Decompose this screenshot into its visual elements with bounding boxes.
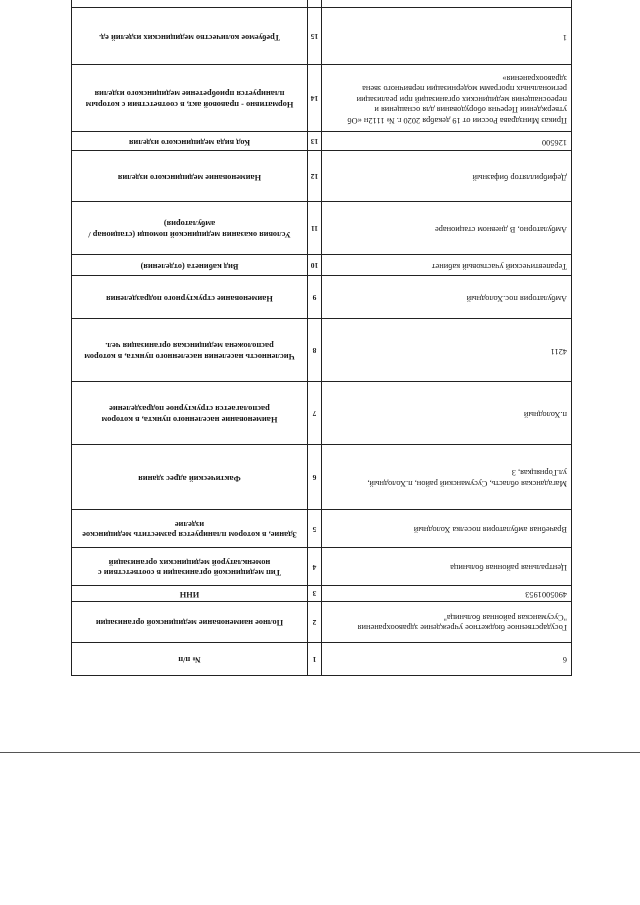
- row-value: 1: [322, 8, 572, 65]
- row-number: 10: [308, 255, 322, 276]
- table-row: [72, 151, 572, 202]
- row-value: [322, 0, 572, 8]
- row-label: ИНН: [72, 586, 308, 602]
- row-value: Врачебная амбулатория поселка Холодный: [322, 510, 572, 548]
- row-label: Наименование структурного подразделения: [72, 276, 308, 319]
- row-label: Требуемое количество медицинских изделий ед.: [72, 8, 308, 65]
- row-value: Государственное бюджетное учреждение здравоохранения "Сусуманская районная больница": [322, 602, 572, 643]
- row-number: 15: [308, 8, 322, 65]
- row-number: 6: [308, 445, 322, 510]
- row-label: Нормативно - правовой акт, в соответствии с которым планируется приобретение медицинского изделия: [72, 65, 308, 132]
- row-value: Дефибриллятор бифазный: [322, 151, 572, 202]
- table-row: [72, 319, 572, 382]
- row-value: 4905001953: [322, 586, 572, 602]
- row-label: Численность населения населенного пункта, в котором расположена медицинская организация чел.: [72, 319, 308, 382]
- row-number: 14: [308, 65, 322, 132]
- equipment-table: [71, 0, 572, 676]
- row-number: 11: [308, 202, 322, 255]
- table-row: [72, 548, 572, 586]
- row-label: № п/п: [72, 643, 308, 676]
- row-number: 3: [308, 586, 322, 602]
- table-row: [72, 65, 572, 132]
- table-row: [72, 643, 572, 676]
- table-row: [72, 382, 572, 445]
- row-value: Амбулатория пос.Холодный: [322, 276, 572, 319]
- table-row: [72, 586, 572, 602]
- row-label: [72, 0, 308, 8]
- row-number: 9: [308, 276, 322, 319]
- row-number: 8: [308, 319, 322, 382]
- row-value: Магаданская область, Сусуманский район, п.Холодный, ул.Горняцкая, 3: [322, 445, 572, 510]
- row-label: Вид кабинета (отделения): [72, 255, 308, 276]
- table-row: [72, 255, 572, 276]
- table-row: [72, 8, 572, 65]
- row-label: Полное наименование медицинской организации: [72, 602, 308, 643]
- row-number: 7: [308, 382, 322, 445]
- table-row: [72, 0, 572, 8]
- row-value: п.Холодный: [322, 382, 572, 445]
- page-divider: [0, 752, 640, 753]
- row-number: 13: [308, 132, 322, 151]
- row-value: Амбулаторно, В дневном стационаре: [322, 202, 572, 255]
- row-label: Фактический адрес здания: [72, 445, 308, 510]
- row-number: 5: [308, 510, 322, 548]
- row-value: 126500: [322, 132, 572, 151]
- table-row: [72, 445, 572, 510]
- row-number: 2: [308, 602, 322, 643]
- row-number: 12: [308, 151, 322, 202]
- table-row: [72, 510, 572, 548]
- row-label: Наименование медицинского изделия: [72, 151, 308, 202]
- row-label: Здание, в котором планируется разместить медицинское изделие: [72, 510, 308, 548]
- row-value: 6: [322, 643, 572, 676]
- row-value: Центральная районная больница: [322, 548, 572, 586]
- row-number: 1: [308, 643, 322, 676]
- row-value: 4211: [322, 319, 572, 382]
- row-label: Код вида медицинского изделия: [72, 132, 308, 151]
- row-number: 4: [308, 548, 322, 586]
- row-value: Терапевтический участковый кабинет: [322, 255, 572, 276]
- row-value: Приказ Минздрава России от 19 декабря 2020 г. № 1112н «Об утверждении Перечня оборудования для оснащения и переоснащения медицинских организаций при реализации региональных программ модернизации первичного звена здравоохранения»: [322, 65, 572, 132]
- table-row: [72, 602, 572, 643]
- table-row: [72, 202, 572, 255]
- row-label: Условия оказания медицинской помощи (стационар / амбулатория): [72, 202, 308, 255]
- row-label: Наименование населенного пункта, в котором располагается структурное подразделение: [72, 382, 308, 445]
- row-number: [308, 0, 322, 8]
- table-row: [72, 276, 572, 319]
- row-label: Тип медицинской организации в соответствии с номенклатурой медицинских организаций: [72, 548, 308, 586]
- document-sheet: [72, 32, 572, 676]
- table-row: [72, 132, 572, 151]
